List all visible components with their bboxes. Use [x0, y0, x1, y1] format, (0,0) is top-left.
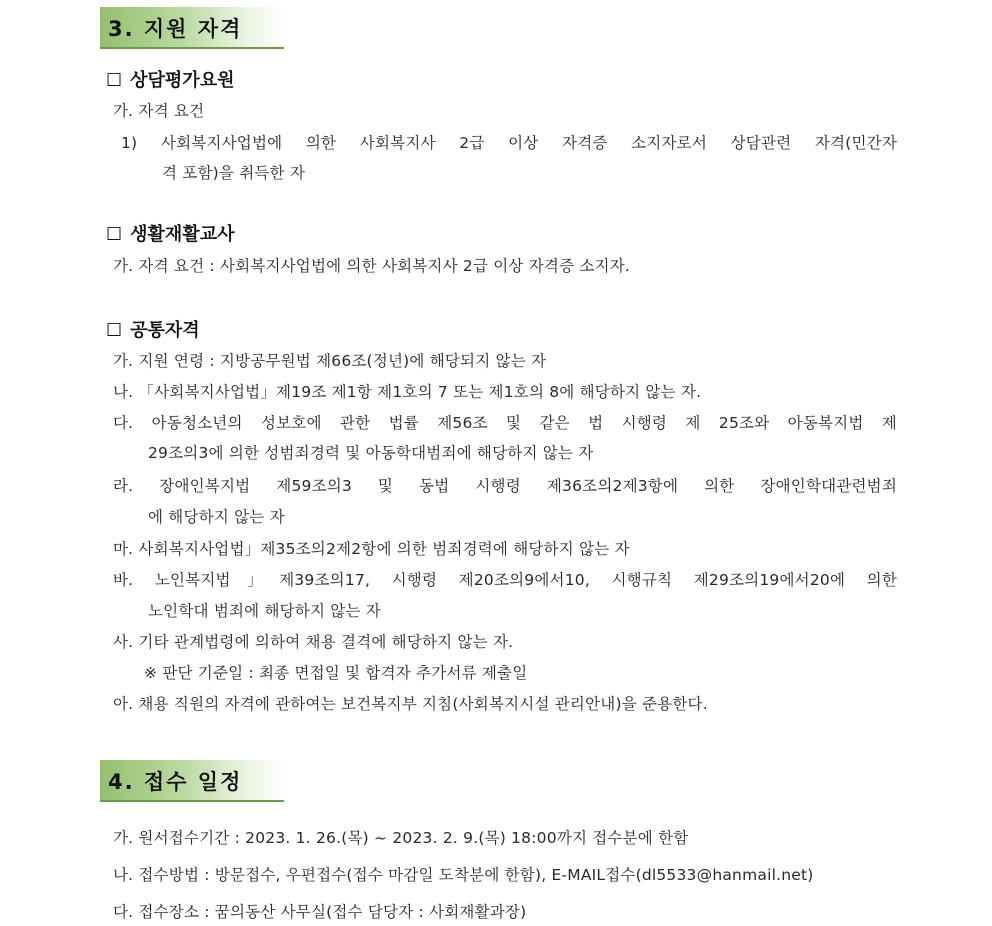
- subheading-common: ☐ 공통자격: [106, 320, 200, 341]
- counselor-line-3: 격 포함)을 취득한 자: [162, 164, 306, 182]
- common-line-na: 나. 「사회복지사업법」제19조 제1항 제1호의 7 또는 제1호의 8에 해당하지 않는 자.: [113, 383, 702, 401]
- common-line-a: 아. 채용 직원의 자격에 관하여는 보건복지부 지침(사회복지시설 관리안내)을 준용한다.: [113, 695, 708, 713]
- common-line-ra-1: 라. 장애인복지법 제59조의3 및 동법 시행령 제36조의2제3항에 의한 장애인학대관련범죄: [113, 477, 897, 495]
- common-line-da-2: 29조의3에 의한 성범죄경력 및 아동학대범죄에 해당하지 않는 자: [148, 444, 594, 462]
- rehab-line-1: 가. 자격 요건 : 사회복지사업법에 의한 사회복지사 2급 이상 자격증 소지자.: [113, 257, 631, 275]
- common-line-ma: 마. 사회복지사업법」제35조의2제2항에 의한 범죄경력에 해당하지 않는 자: [113, 540, 630, 558]
- counselor-line-1: 가. 자격 요건: [113, 102, 205, 120]
- common-line-sa: 사. 기타 관계법령에 의하여 채용 결격에 해당하지 않는 자.: [113, 633, 514, 651]
- schedule-line-method: 나. 접수방법 : 방문접수, 우편접수(접수 마감일 도착분에 한함), E-MAIL접수(dl5533@hanmail.net): [113, 866, 814, 884]
- checkbox-bullet-icon: ☐: [106, 320, 123, 341]
- subheading-rehab-teacher: ☐ 생활재활교사: [106, 224, 235, 245]
- checkbox-bullet-icon: ☐: [106, 224, 123, 245]
- section-3-header: [100, 7, 284, 49]
- subheading-counselor: ☐ 상담평가요원: [106, 70, 235, 91]
- counselor-line-2: 1) 사회복지사업법에 의한 사회복지사 2급 이상 자격증 소지자로서 상담관련 자격(민간자: [121, 134, 897, 152]
- schedule-line-place: 다. 접수장소 : 꿈의동산 사무실(접수 담당자 : 사회재활과장): [113, 903, 527, 921]
- section-3-title: 3. 지원 자격: [108, 17, 243, 41]
- common-line-ba-1: 바. 노인복지법」제39조의17, 시행령 제20조의9에서10, 시행규칙 제29조의19에서20에 의한: [113, 571, 897, 589]
- schedule-line-period: 가. 원서접수기간 : 2023. 1. 26.(목) ~ 2023. 2. 9.(목) 18:00까지 접수분에 한함: [113, 829, 689, 847]
- common-line-ga: 가. 지원 연령 : 지방공무원법 제66조(정년)에 해당되지 않는 자: [113, 352, 547, 370]
- common-line-note: ※ 판단 기준일 : 최종 면접일 및 합격자 추가서류 제출일: [144, 664, 528, 682]
- common-line-ba-2: 노인학대 범죄에 해당하지 않는 자: [148, 602, 381, 620]
- section-4-header: [100, 760, 284, 802]
- section-4-title: 4. 접수 일정: [108, 770, 243, 794]
- common-line-ra-2: 에 해당하지 않는 자: [148, 508, 285, 526]
- common-line-da-1: 다. 아동청소년의 성보호에 관한 법률 제56조 및 같은 법 시행령 제 25조와 아동복지법 제: [113, 414, 897, 432]
- checkbox-bullet-icon: ☐: [106, 70, 123, 91]
